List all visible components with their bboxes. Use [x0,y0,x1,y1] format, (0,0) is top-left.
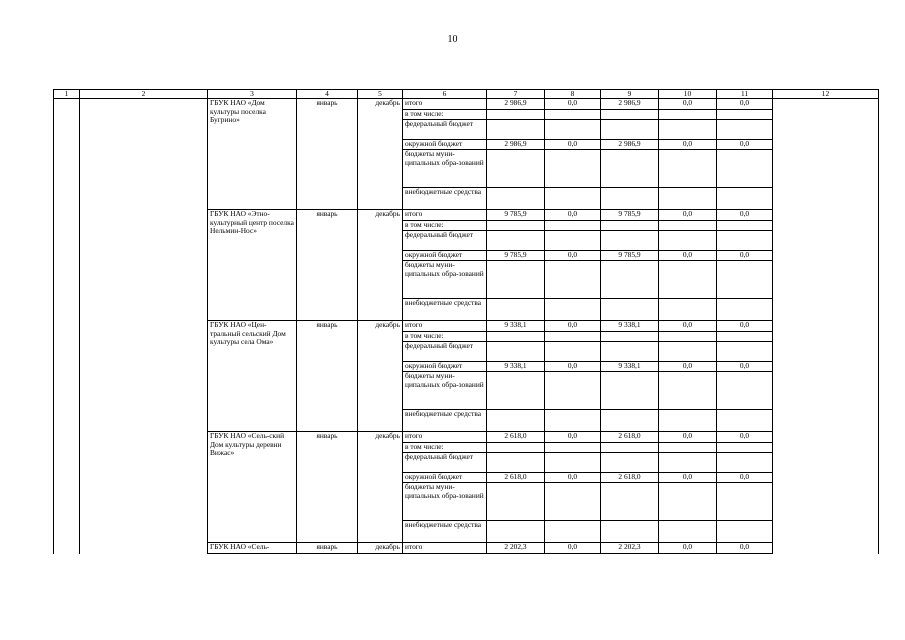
amount-cell: 2 202,3 [487,543,545,554]
amount-cell: 0,0 [545,99,601,110]
amount-cell [487,342,545,362]
amount-cell: 0,0 [659,210,717,221]
funding-source-label: федеральный бюджет [403,231,487,251]
amount-cell: 2 618,0 [487,432,545,443]
funding-source-label: внебюджетные средства [403,299,487,321]
amount-cell [659,188,717,210]
amount-cell [659,521,717,543]
page-number: 10 [447,34,458,45]
column-12-cell [773,321,879,432]
amount-cell [601,261,659,299]
column-12-cell [773,543,879,554]
amount-cell [601,221,659,231]
funding-source-label: итого [403,210,487,221]
amount-cell: 2 986,9 [601,140,659,150]
amount-cell [545,231,601,251]
column-1-cell [54,432,80,543]
amount-cell: 0,0 [717,210,773,221]
amount-cell [717,453,773,473]
amount-cell [659,150,717,188]
column-12-cell [773,432,879,543]
amount-cell: 0,0 [659,140,717,150]
funding-source-label: окружной бюджет [403,251,487,261]
amount-cell [487,410,545,432]
amount-cell: 0,0 [545,210,601,221]
amount-cell [659,443,717,453]
amount-cell [545,110,601,120]
start-month: январь [297,99,358,210]
amount-cell [717,299,773,321]
amount-cell [659,453,717,473]
amount-cell: 0,0 [545,251,601,261]
amount-cell [545,332,601,342]
header-cell-7: 7 [487,90,545,99]
amount-cell: 9 338,1 [601,362,659,372]
amount-cell: 0,0 [717,99,773,110]
start-month: январь [297,432,358,543]
amount-cell [717,110,773,120]
amount-cell: 0,0 [717,543,773,554]
funding-source-label: в том числе: [403,443,487,453]
amount-cell: 9 785,9 [601,210,659,221]
amount-cell [487,332,545,342]
funding-source-label: внебюджетные средства [403,188,487,210]
amount-cell [545,188,601,210]
header-cell-12: 12 [773,90,879,99]
amount-cell [659,261,717,299]
organization-name: ГБУК НАО «Цен-тральный сельский Дом культуры села Ома» [208,321,297,432]
funding-source-label: федеральный бюджет [403,342,487,362]
funding-source-label: итого [403,432,487,443]
column-1-cell [54,210,80,321]
amount-cell [601,521,659,543]
amount-cell [545,410,601,432]
amount-cell [601,372,659,410]
amount-cell: 0,0 [545,432,601,443]
amount-cell [717,150,773,188]
amount-cell: 0,0 [717,362,773,372]
funding-source-label: итого [403,321,487,332]
amount-cell [717,188,773,210]
header-cell-3: 3 [208,90,297,99]
column-2-cell [80,210,208,321]
amount-cell [545,453,601,473]
amount-cell: 0,0 [659,99,717,110]
amount-cell: 0,0 [659,432,717,443]
amount-cell [487,372,545,410]
organization-name: ГБУК НАО «Сель-ский Дом культуры деревни Вижас» [208,432,297,543]
funding-source-label: окружной бюджет [403,140,487,150]
funding-source-label: бюджеты муни-ципальных обра-зований [403,483,487,521]
funding-source-label: итого [403,543,487,554]
amount-cell [601,188,659,210]
amount-cell [487,443,545,453]
organization-name: ГБУК НАО «Дом культуры поселка Бугрино» [208,99,297,210]
amount-cell [659,483,717,521]
header-cell-10: 10 [659,90,717,99]
amount-cell [659,120,717,140]
header-cell-4: 4 [297,90,358,99]
header-cell-8: 8 [545,90,601,99]
column-2-cell [80,99,208,210]
amount-cell: 0,0 [717,473,773,483]
funding-source-label: окружной бюджет [403,362,487,372]
amount-cell: 0,0 [717,321,773,332]
amount-cell [601,443,659,453]
column-1-cell [54,543,80,554]
amount-cell [601,410,659,432]
amount-cell [601,453,659,473]
amount-cell [545,221,601,231]
funding-source-label: в том числе: [403,332,487,342]
header-cell-2: 2 [80,90,208,99]
table-row [54,543,879,554]
header-cell-11: 11 [717,90,773,99]
amount-cell: 0,0 [659,473,717,483]
amount-cell: 2 202,3 [601,543,659,554]
amount-cell: 2 986,9 [601,99,659,110]
column-2-cell [80,321,208,432]
amount-cell [487,110,545,120]
amount-cell [601,150,659,188]
start-month: январь [297,321,358,432]
amount-cell: 0,0 [717,140,773,150]
funding-source-label: итого [403,99,487,110]
amount-cell [659,299,717,321]
column-12-cell [773,99,879,210]
amount-cell [601,231,659,251]
amount-cell [487,453,545,473]
amount-cell: 9 338,1 [601,321,659,332]
amount-cell [487,120,545,140]
funding-source-label: федеральный бюджет [403,120,487,140]
end-month: декабрь [358,543,403,554]
amount-cell [717,410,773,432]
amount-cell: 0,0 [717,251,773,261]
amount-cell: 9 785,9 [487,210,545,221]
funding-source-label: бюджеты муни-ципальных обра-зований [403,150,487,188]
amount-cell: 0,0 [659,321,717,332]
amount-cell: 2 618,0 [601,473,659,483]
table-row [54,99,879,110]
funding-source-label: в том числе: [403,110,487,120]
amount-cell [659,342,717,362]
funding-source-label: в том числе: [403,221,487,231]
end-month: декабрь [358,99,403,210]
amount-cell [487,261,545,299]
amount-cell: 0,0 [545,543,601,554]
amount-cell [487,188,545,210]
header-cell-9: 9 [601,90,659,99]
amount-cell: 0,0 [659,362,717,372]
amount-cell [717,261,773,299]
column-1-cell [54,99,80,210]
amount-cell [717,372,773,410]
amount-cell [717,443,773,453]
amount-cell [601,483,659,521]
end-month: декабрь [358,432,403,543]
amount-cell [659,110,717,120]
amount-cell: 2 986,9 [487,99,545,110]
amount-cell [487,521,545,543]
amount-cell: 9 785,9 [487,251,545,261]
amount-cell: 0,0 [659,543,717,554]
column-2-cell [80,543,208,554]
amount-cell: 0,0 [545,473,601,483]
amount-cell [601,299,659,321]
table-body [54,90,879,554]
organization-name: ГБУК НАО «Сель- [208,543,297,554]
funding-source-label: внебюджетные средства [403,410,487,432]
amount-cell [545,342,601,362]
amount-cell [545,443,601,453]
end-month: декабрь [358,210,403,321]
funding-source-label: федеральный бюджет [403,453,487,473]
funding-source-label: внебюджетные средства [403,521,487,543]
amount-cell [545,521,601,543]
amount-cell [659,332,717,342]
start-month: январь [297,543,358,554]
amount-cell: 0,0 [659,251,717,261]
funding-source-label: окружной бюджет [403,473,487,483]
amount-cell [545,483,601,521]
amount-cell: 0,0 [545,140,601,150]
column-1-cell [54,321,80,432]
amount-cell: 2 618,0 [601,432,659,443]
amount-cell [717,342,773,362]
amount-cell [487,221,545,231]
amount-cell [717,483,773,521]
amount-cell [601,342,659,362]
amount-cell [717,521,773,543]
end-month: декабрь [358,321,403,432]
amount-cell [545,261,601,299]
funding-source-label: бюджеты муни-ципальных обра-зований [403,372,487,410]
amount-cell: 0,0 [545,321,601,332]
budget-table [53,89,879,554]
amount-cell [717,231,773,251]
amount-cell [487,483,545,521]
start-month: январь [297,210,358,321]
amount-cell [601,110,659,120]
amount-cell [659,372,717,410]
amount-cell [717,120,773,140]
amount-cell [659,221,717,231]
amount-cell [545,150,601,188]
amount-cell [545,372,601,410]
amount-cell: 0,0 [545,362,601,372]
amount-cell [487,231,545,251]
header-cell-1: 1 [54,90,80,99]
amount-cell [601,120,659,140]
amount-cell [659,231,717,251]
organization-name: ГБУК НАО «Этно-культурный центр поселка Нельмин-Нос» [208,210,297,321]
amount-cell: 9 338,1 [487,321,545,332]
table-row [54,321,879,332]
amount-cell: 9 785,9 [601,251,659,261]
amount-cell [545,120,601,140]
amount-cell [487,150,545,188]
table-row [54,432,879,443]
funding-source-label: бюджеты муни-ципальных обра-зований [403,261,487,299]
header-cell-5: 5 [358,90,403,99]
amount-cell [717,221,773,231]
amount-cell [545,299,601,321]
amount-cell: 9 338,1 [487,362,545,372]
amount-cell [717,332,773,342]
amount-cell [487,299,545,321]
column-2-cell [80,432,208,543]
amount-cell: 2 618,0 [487,473,545,483]
amount-cell [601,332,659,342]
header-row [54,90,879,99]
amount-cell: 2 986,9 [487,140,545,150]
table-row [54,210,879,221]
amount-cell: 0,0 [717,432,773,443]
amount-cell [659,410,717,432]
column-12-cell [773,210,879,321]
header-cell-6: 6 [403,90,487,99]
